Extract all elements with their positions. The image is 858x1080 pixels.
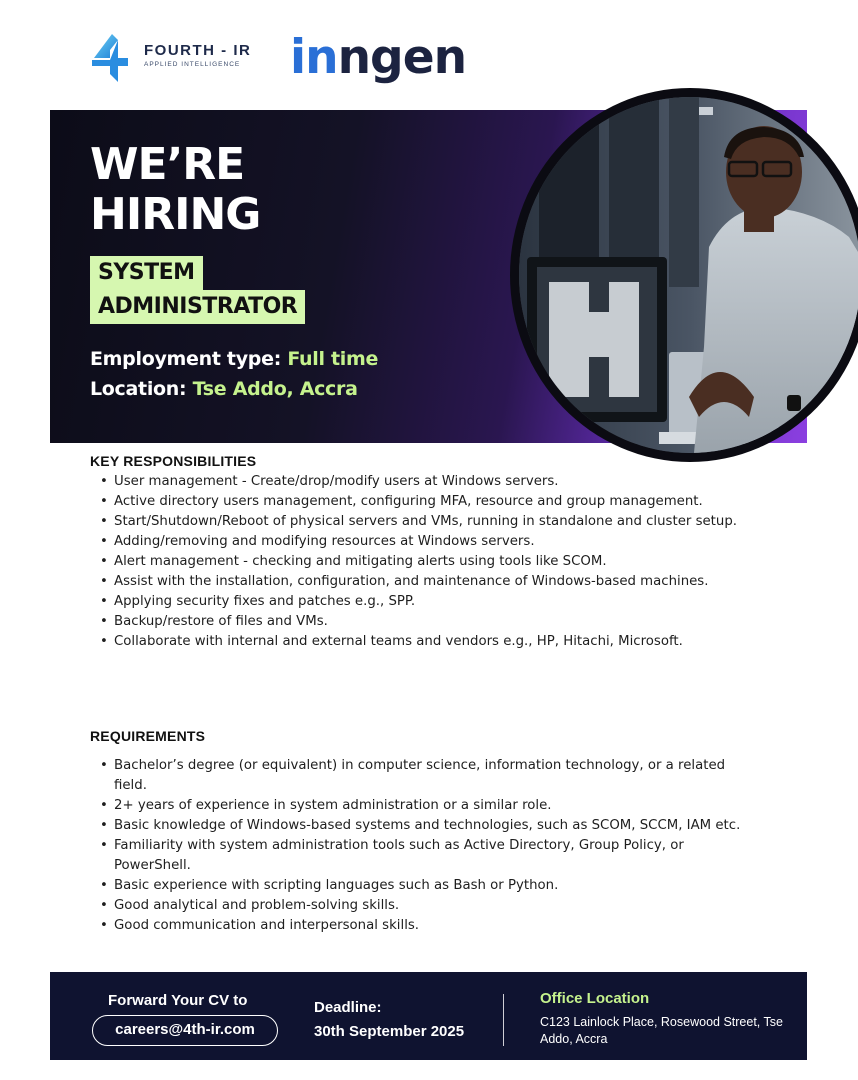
requirements-list	[100, 756, 760, 936]
role-title	[90, 256, 305, 324]
inngen-logo-i: i	[290, 30, 306, 85]
server-room-photo-image	[519, 97, 858, 453]
fourth-ir-logo-icon	[88, 32, 136, 84]
responsibility-item: • User management - Create/drop/modify users at Windows servers.	[100, 472, 760, 492]
responsibility-item: • Start/Shutdown/Reboot of physical servers and VMs, running in standalone and cluster setup.	[100, 512, 760, 532]
requirement-item: • Good analytical and problem-solving skills.	[100, 896, 760, 916]
careers-email-link[interactable]: careers@4th-ir.com	[92, 1015, 278, 1046]
location-value: Tse Addo, Accra	[192, 378, 358, 400]
hero-photo	[510, 88, 858, 462]
job-details	[90, 344, 378, 404]
role-line-1: SYSTEM	[90, 256, 203, 290]
responsibilities-list	[100, 472, 760, 652]
inngen-logo-n: n	[305, 30, 338, 85]
fourth-ir-name: FOURTH - IR	[144, 42, 252, 59]
responsibility-item: • Active directory users management, configuring MFA, resource and group management.	[100, 492, 760, 512]
logo-bar	[88, 30, 488, 90]
requirements-heading: REQUIREMENTS	[90, 728, 206, 744]
deadline-label: Deadline:	[314, 999, 382, 1016]
responsibility-item: • Alert management - checking and mitigating alerts using tools like SCOM.	[100, 552, 760, 572]
office-location-label: Office Location	[540, 990, 650, 1007]
inngen-logo-rest: ngen	[337, 30, 467, 85]
location	[90, 374, 378, 404]
responsibility-item: • Backup/restore of files and VMs.	[100, 612, 760, 632]
headline-line-1: WE’RE	[90, 139, 245, 190]
responsibilities-heading: KEY RESPONSIBILITIES	[90, 453, 257, 469]
responsibility-item: • Adding/removing and modifying resources at Windows servers.	[100, 532, 760, 552]
responsibility-item: • Collaborate with internal and external teams and vendors e.g., HP, Hitachi, Microsoft.	[100, 632, 760, 652]
headline-line-2: HIRING	[90, 189, 261, 240]
fourth-ir-tagline: APPLIED INTELLIGENCE	[144, 61, 241, 68]
responsibility-item: • Assist with the installation, configuration, and maintenance of Windows-based machines.	[100, 572, 760, 592]
requirement-item: • Basic knowledge of Windows-based systems and technologies, such as SCOM, SCCM, IAM etc.	[100, 816, 760, 836]
employment-value: Full time	[287, 348, 379, 370]
requirement-item: • Bachelor’s degree (or equivalent) in computer science, information technology, or a related field.	[100, 756, 760, 796]
employment-type	[90, 344, 378, 374]
role-line-2: ADMINISTRATOR	[90, 290, 305, 324]
footer-bar	[50, 972, 807, 1060]
office-address: C123 Lainlock Place, Rosewood Street, Tse Addo, Accra	[540, 1015, 783, 1046]
requirement-item: • Familiarity with system administration tools such as Active Directory, Group Policy, or PowerShell.	[100, 836, 760, 876]
requirement-item: • Good communication and interpersonal skills.	[100, 916, 760, 936]
forward-cv-label: Forward Your CV to	[108, 992, 248, 1009]
employment-label: Employment type:	[90, 348, 281, 370]
requirement-item: • 2+ years of experience in system administration or a similar role.	[100, 796, 760, 816]
responsibility-item: • Applying security fixes and patches e.g., SPP.	[100, 592, 760, 612]
inngen-logo	[290, 30, 466, 86]
deadline-value: 30th September 2025	[314, 1023, 465, 1040]
requirement-item: • Basic experience with scripting languages such as Bash or Python.	[100, 876, 760, 896]
fourth-ir-wordmark	[144, 42, 251, 68]
hiring-headline	[90, 140, 260, 240]
footer-divider	[503, 994, 504, 1046]
location-label: Location:	[90, 378, 187, 400]
